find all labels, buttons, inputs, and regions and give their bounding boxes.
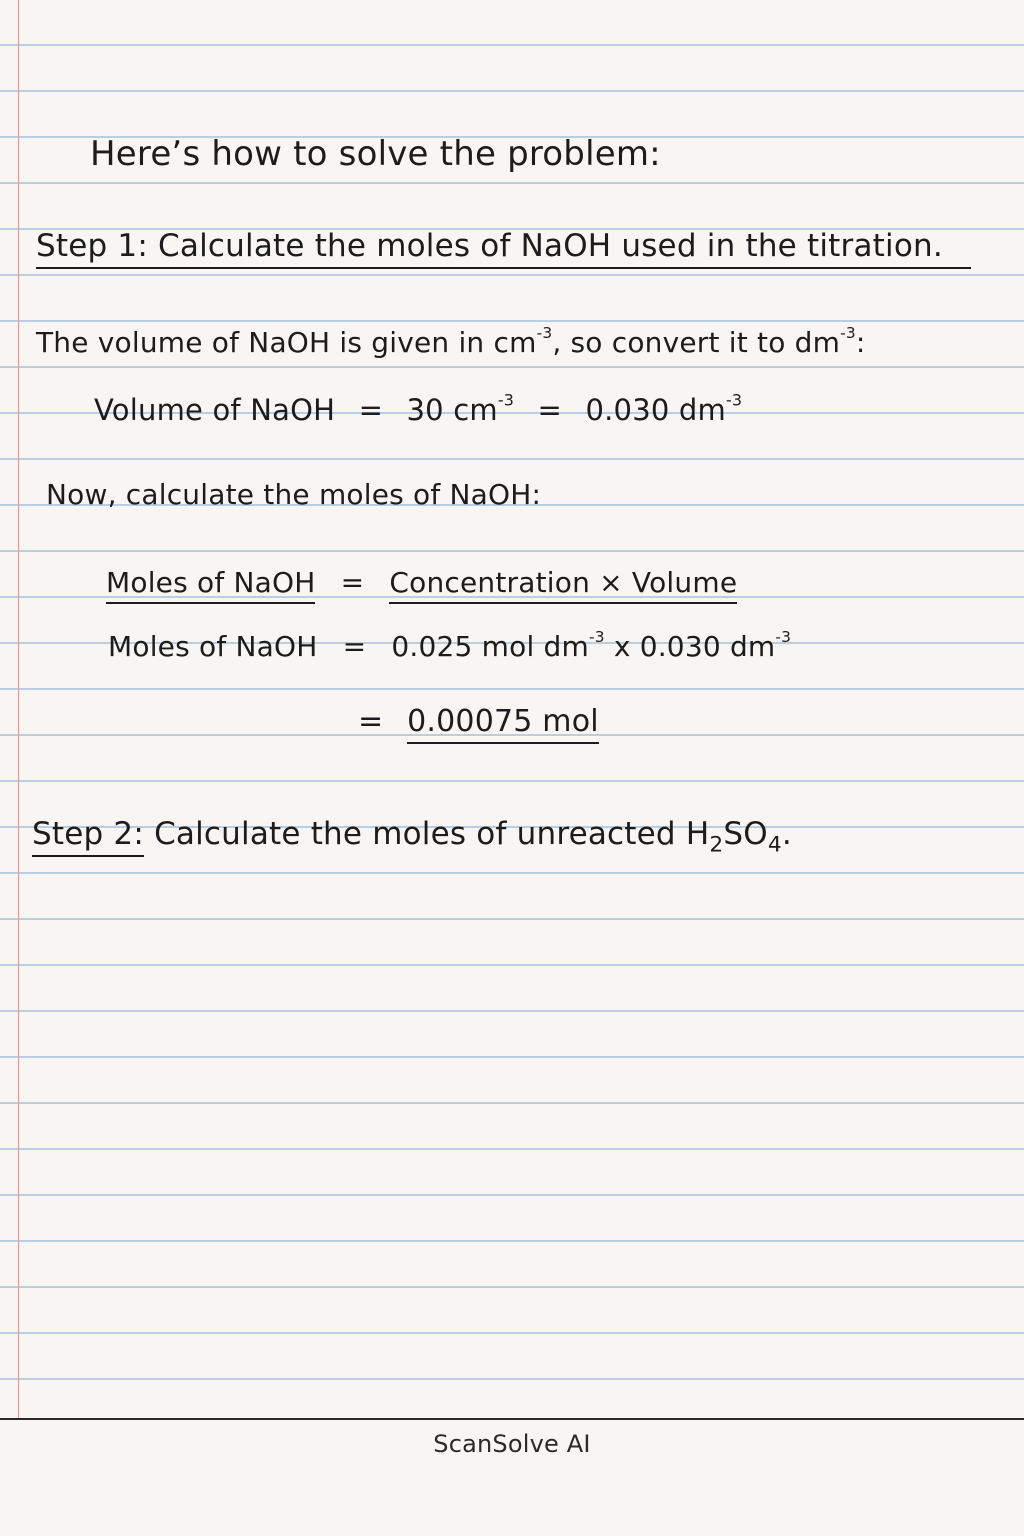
now-text: Now, calculate the moles of NaOH: bbox=[46, 478, 542, 511]
moles-calc-lhs: Moles of NaOH bbox=[108, 630, 318, 663]
step2-sub2: 4 bbox=[767, 832, 782, 858]
volume-lhs: Volume of NaOH bbox=[94, 393, 336, 427]
volume-v2-sup: -3 bbox=[725, 390, 743, 410]
step2-heading bbox=[32, 816, 792, 858]
moles-formula-rhs: Concentration × Volume bbox=[389, 566, 737, 604]
moles-formula bbox=[106, 566, 737, 599]
margin-line bbox=[18, 0, 19, 1536]
volume-equation bbox=[94, 390, 743, 427]
moles-formula-equals: = bbox=[340, 566, 365, 599]
convert-sup1: -3 bbox=[536, 324, 553, 343]
convert-line bbox=[36, 326, 866, 359]
step2-label: Step 2: bbox=[32, 816, 144, 857]
footer-divider bbox=[0, 1418, 1024, 1420]
convert-text-b: , so convert it to dm bbox=[552, 326, 841, 359]
volume-v2: 0.030 dm bbox=[585, 393, 726, 427]
volume-v1: 30 cm bbox=[406, 393, 498, 427]
convert-sup2: -3 bbox=[840, 324, 856, 343]
moles-result bbox=[358, 704, 599, 739]
moles-result-value: 0.00075 mol bbox=[407, 704, 599, 744]
moles-calc-times: x 0.030 dm bbox=[604, 630, 776, 663]
moles-calc-a-sup: -3 bbox=[588, 628, 605, 647]
step2-text2: SO bbox=[723, 816, 768, 852]
step2-sub1: 2 bbox=[709, 832, 724, 858]
volume-equals-2: = bbox=[537, 393, 563, 427]
moles-calc-equals: = bbox=[342, 630, 367, 663]
convert-text-c: : bbox=[855, 326, 866, 359]
volume-v1-sup: -3 bbox=[497, 390, 515, 410]
volume-equals: = bbox=[358, 393, 384, 427]
moles-calc-a: 0.025 mol dm bbox=[391, 630, 589, 663]
step2-text: Calculate the moles of unreacted H bbox=[144, 816, 710, 852]
footer-brand: ScanSolve AI bbox=[433, 1430, 591, 1458]
moles-formula-lhs: Moles of NaOH bbox=[106, 566, 315, 604]
moles-calculation bbox=[108, 630, 791, 663]
step2-end: . bbox=[781, 816, 792, 852]
step1-heading-text: Step 1: Calculate the moles of NaOH used in the titration. bbox=[36, 228, 971, 269]
moles-result-equals: = bbox=[358, 704, 384, 739]
intro-text: Here’s how to solve the problem: bbox=[90, 134, 661, 174]
convert-text-a: The volume of NaOH is given in cm bbox=[36, 326, 537, 359]
step1-heading bbox=[36, 228, 971, 269]
moles-calc-b-sup: -3 bbox=[775, 628, 792, 647]
